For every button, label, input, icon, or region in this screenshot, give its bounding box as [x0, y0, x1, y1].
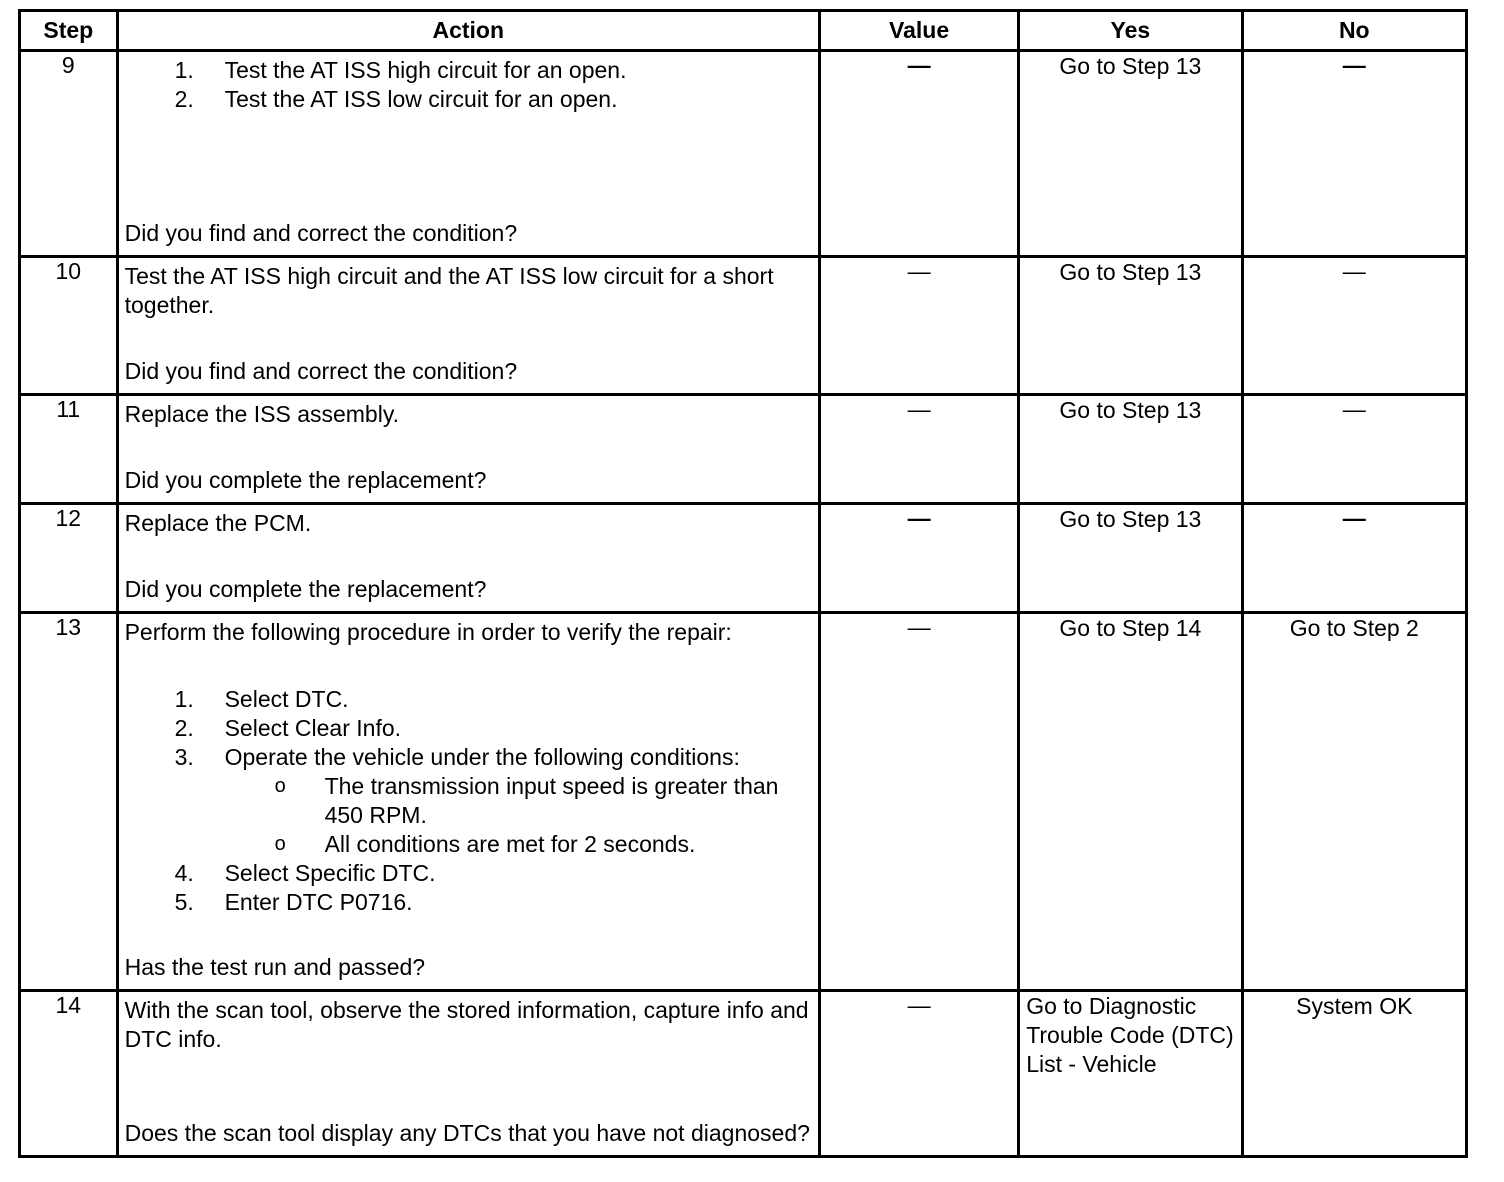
list-item: o The transmission input speed is greater than 450 RPM. [274, 773, 779, 828]
value-cell: — [819, 504, 1018, 613]
step-number: 12 [20, 504, 118, 613]
table-row [20, 991, 1467, 1157]
list-item: 5. Enter DTC P0716. [174, 889, 413, 915]
procedure-list [125, 56, 812, 114]
header-value: Value [819, 11, 1018, 51]
header-no: No [1242, 11, 1466, 51]
question-text: Did you find and correct the condition? [124, 358, 518, 384]
step-number: 14 [20, 991, 118, 1157]
table-row [20, 257, 1467, 395]
list-item: 1. Select DTC. [174, 686, 349, 712]
diagnostic-table [18, 9, 1468, 1158]
action-intro: With the scan tool, observe the stored information, capture info and DTC info. [124, 997, 809, 1052]
header-yes: Yes [1019, 11, 1242, 51]
list-item: 4. Select Specific DTC. [174, 860, 436, 886]
yes-cell: Go to Step 13 [1019, 395, 1242, 504]
value-cell: — [819, 991, 1018, 1157]
no-cell: — [1242, 51, 1466, 257]
action-cell [117, 257, 819, 395]
action-cell [117, 395, 819, 504]
list-item: 1. Test the AT ISS high circuit for an open. [174, 57, 627, 83]
action-cell [117, 504, 819, 613]
action-intro: Test the AT ISS high circuit and the AT ISS low circuit for a short together. [124, 263, 774, 318]
value-cell: — [819, 395, 1018, 504]
table-row [20, 51, 1467, 257]
yes-cell: Go to Step 13 [1019, 51, 1242, 257]
condition-list [225, 772, 812, 859]
action-cell [117, 991, 819, 1157]
no-cell: — [1242, 257, 1466, 395]
action-cell [117, 51, 819, 257]
value-cell: — [819, 613, 1018, 991]
question-text: Does the scan tool display any DTCs that you have not diagnosed? [124, 1120, 810, 1146]
value-cell: — [819, 257, 1018, 395]
no-cell: — [1242, 395, 1466, 504]
header-action: Action [117, 11, 819, 51]
question-text: Did you complete the replacement? [124, 467, 487, 493]
yes-cell: Go to Step 14 [1019, 613, 1242, 991]
question-text: Did you find and correct the condition? [124, 220, 518, 246]
header-row [20, 11, 1467, 51]
list-item: 2. Select Clear Info. [174, 715, 402, 741]
table-row [20, 613, 1467, 991]
action-cell [117, 613, 819, 991]
table-row [20, 395, 1467, 504]
question-text: Did you complete the replacement? [124, 576, 487, 602]
step-number: 13 [20, 613, 118, 991]
yes-cell: Go to Step 13 [1019, 257, 1242, 395]
value-cell: — [819, 51, 1018, 257]
action-intro: Perform the following procedure in order to verify the repair: [124, 619, 732, 645]
no-cell: System OK [1242, 991, 1466, 1157]
table-row [20, 504, 1467, 613]
no-cell: Go to Step 2 [1242, 613, 1466, 991]
action-intro: Replace the ISS assembly. [124, 401, 400, 427]
step-number: 11 [20, 395, 118, 504]
step-number: 10 [20, 257, 118, 395]
list-item: 2. Test the AT ISS low circuit for an open. [174, 86, 618, 112]
question-text: Has the test run and passed? [124, 954, 426, 980]
no-cell: — [1242, 504, 1466, 613]
header-step: Step [20, 11, 118, 51]
action-intro: Replace the PCM. [124, 510, 312, 536]
list-item: o All conditions are met for 2 seconds. [274, 831, 696, 857]
list-item: 3. Operate the vehicle under the following conditions: o The transmission input speed is greater than 450 RPM. o All conditions are met for 2 seconds. [225, 743, 812, 859]
procedure-list [125, 685, 812, 917]
yes-cell: Go to Diagnostic Trouble Code (DTC) List - Vehicle [1019, 991, 1242, 1157]
step-number: 9 [20, 51, 118, 257]
yes-cell: Go to Step 13 [1019, 504, 1242, 613]
